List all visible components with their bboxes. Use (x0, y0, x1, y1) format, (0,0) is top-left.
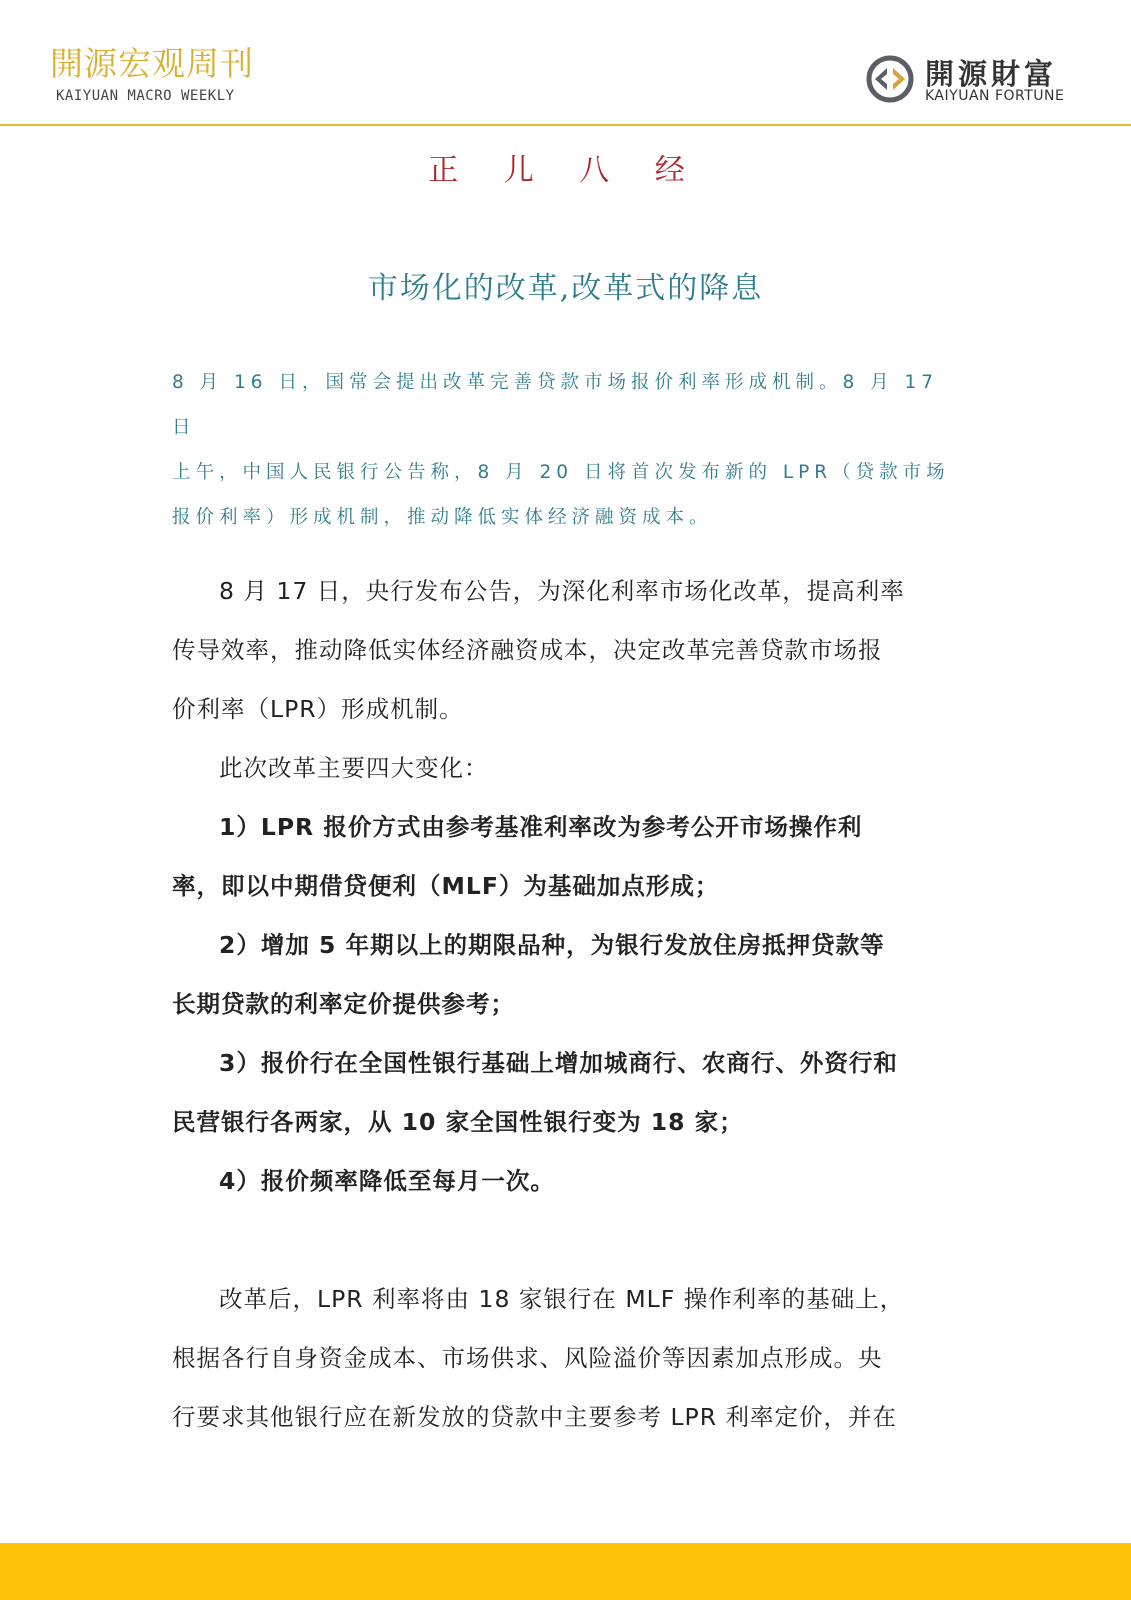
logo-text-cn: 開源財富 (925, 57, 1058, 91)
body-line: 根据各行自身资金成本、市场供求、风险溢价等因素加点形成。央 (172, 1344, 883, 1372)
section-title: 正 儿 八 经 (428, 153, 703, 188)
body-line: 8 月 17 日，央行发布公告，为深化利率市场化改革，提高利率 (219, 577, 905, 605)
change-item-3: 3）报价行在全国性银行基础上增加城商行、农商行、外资行和 (219, 1049, 898, 1077)
change-item-4: 4）报价频率降低至每月一次。 (219, 1167, 555, 1195)
body-line: 改革后，LPR 利率将由 18 家银行在 MLF 操作利率的基础上， (219, 1285, 905, 1313)
paragraph-spacer (172, 1211, 972, 1270)
footer-bar (0, 1543, 1131, 1600)
change-item-1: 1）LPR 报价方式由参考基准利率改为参考公开市场操作利 (219, 813, 863, 841)
header-divider (0, 124, 1131, 126)
logo-text-en: KAIYUAN FORTUNE (925, 88, 1065, 104)
page-header (0, 0, 1131, 126)
article-summary (172, 360, 962, 540)
body-line: 传导效率，推动降低实体经济融资成本，决定改革完善贷款市场报 (172, 636, 883, 664)
body-line: 行要求其他银行应在新发放的贷款中主要参考 LPR 利率定价，并在 (172, 1403, 898, 1431)
summary-line: 报价利率）形成机制，推动降低实体经济融资成本。 (172, 507, 713, 528)
change-item-2: 2）增加 5 年期以上的期限品种，为银行发放住房抵押贷款等 (219, 931, 885, 959)
body-line: 价利率（LPR）形成机制。 (172, 695, 464, 723)
summary-line: 8 月 16 日，国常会提出改革完善贷款市场报价利率形成机制。8 月 17 日 (172, 372, 939, 438)
change-item-1-cont: 率，即以中期借贷便利（MLF）为基础加点形成； (172, 872, 720, 900)
brand-title-en: KAIYUAN MACRO WEEKLY (56, 88, 235, 104)
brand-title-cn: 開源宏观周刊 (50, 44, 254, 83)
kaiyuan-fortune-logo-icon (865, 54, 915, 104)
article-headline: 市场化的改革,改革式的降息 (367, 271, 764, 306)
change-item-3-cont: 民营银行各两家，从 10 家全国性银行变为 18 家； (172, 1108, 744, 1136)
kaiyuan-fortune-logo (865, 50, 1085, 110)
summary-line: 上午，中国人民银行公告称，8 月 20 日将首次发布新的 LPR（贷款市场 (172, 462, 950, 483)
change-item-2-cont: 长期贷款的利率定价提供参考； (172, 990, 515, 1018)
article-body (172, 562, 972, 1447)
changes-intro: 此次改革主要四大变化： (219, 754, 489, 782)
